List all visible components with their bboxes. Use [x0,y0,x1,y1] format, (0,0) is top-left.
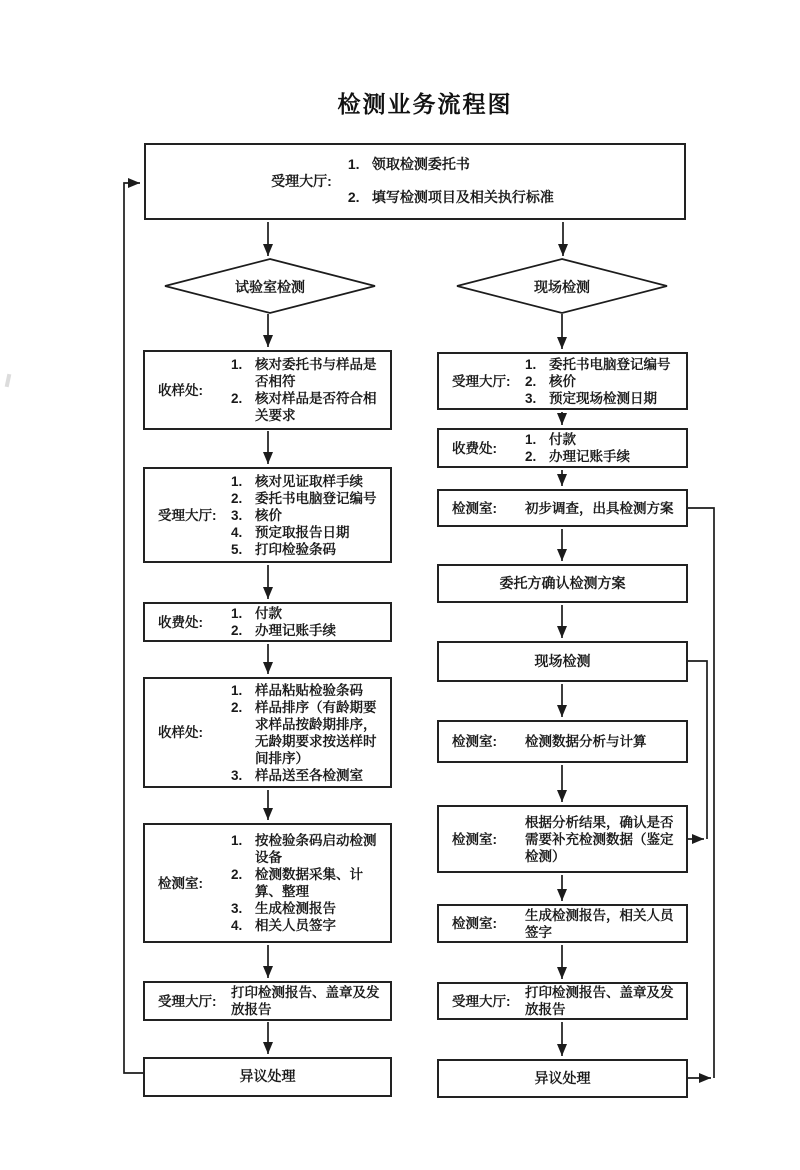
list-item-text: 样品送至各检测室 [255,767,363,783]
list-item-text: 核价 [255,507,282,523]
flow-box-sample-receive-2 [143,677,392,788]
list-item-text: 办理记账手续 [549,449,630,464]
list-item [231,866,385,900]
department-label: 收费处: [158,614,203,630]
flow-box-sample-receive-1 [143,350,392,430]
box-text: 异议处理 [239,1068,296,1085]
list-item-text: 预定现场检测日期 [549,390,657,406]
list-item-text: 付款 [549,432,576,447]
list-item-text: 付款 [255,606,282,621]
box-text: 根据分析结果，确认是否需要补充检测数据（鉴定检测） [525,814,674,864]
list-item [348,156,554,174]
list-item [348,189,554,207]
flow-box-reception-hall-right [437,352,688,410]
list-item-text: 填写检测项目及相关执行标准 [371,189,554,205]
flow-box-dispute-left [143,1057,392,1097]
box-text: 打印检测报告、盖章及发放报告 [231,985,380,1017]
list-item-text: 样品排序（有龄期要求样品按龄期排序，无龄期要求按送样时间排序） [255,699,377,766]
department-label: 收样处: [158,725,203,740]
box-text: 检测数据分析与计算 [525,734,647,749]
flow-box-supplement-decision [437,805,688,873]
list-item [231,473,385,490]
list-item [231,605,385,622]
list-item-text: 委托书电脑登记编号 [549,356,671,372]
flow-box-reception-top [144,143,686,220]
flow-box-fee-left [143,602,392,642]
list-item-text: 检测数据采集、计算、整理 [255,867,363,899]
list-item [231,900,385,917]
list-item [231,507,385,524]
list-item [231,490,385,507]
list-item-text: 样品粘贴检验条码 [255,682,363,698]
department-label: 检测室: [452,831,497,847]
page-title: 检测业务流程图 [337,91,513,117]
list-item-text: 相关人员签字 [255,918,336,933]
department-label: 受理大厅: [158,993,217,1009]
flow-box-dispute-right [437,1059,688,1098]
list-item [231,622,385,639]
box-text: 异议处理 [534,1069,591,1086]
box-text: 委托方确认检测方案 [499,574,626,591]
list-item [231,390,385,424]
list-item-text: 生成检测报告 [255,901,336,916]
department-label: 检测室: [452,734,497,749]
department-label: 受理大厅: [271,172,332,189]
flow-box-print-report-right [437,982,688,1020]
list-item-text: 按检验条码启动检测设备 [255,833,377,865]
list-item [231,699,385,767]
list-item [231,917,385,934]
department-label: 受理大厅: [452,993,511,1009]
list-item [231,356,385,390]
department-label: 收费处: [452,440,497,456]
list-item-text: 打印检验条码 [255,541,336,557]
branch-label-lab-test: 试验室检测 [235,279,305,295]
list-item-text: 领取检测委托书 [371,156,470,173]
flow-box-data-analysis [437,720,688,763]
list-item [231,832,385,866]
list-item [525,448,681,465]
department-label: 受理大厅: [452,373,511,389]
branch-label-onsite-test: 现场检测 [534,279,590,295]
department-label: 检测室: [452,916,497,931]
flow-box-initial-survey [437,489,688,527]
list-item-text: 办理记账手续 [255,623,336,638]
department-label: 检测室: [158,875,203,891]
flow-box-reception-hall-left [143,467,392,563]
flow-box-test-room-left [143,823,392,943]
list-item-text: 预定取报告日期 [255,524,350,540]
flow-box-print-report-left [143,981,392,1021]
list-item [525,373,681,390]
department-label: 受理大厅: [158,507,217,523]
list-item [525,431,681,448]
box-text: 打印检测报告、盖章及发放报告 [525,985,674,1017]
list-item-text: 委托书电脑登记编号 [255,490,377,506]
list-item-text: 核对见证取样手续 [255,473,363,489]
box-text: 现场检测 [534,652,591,669]
list-item [231,767,385,784]
box-text: 初步调查，出具检测方案 [525,500,674,516]
flow-box-client-confirm-plan [437,564,688,603]
connector-loop-left [124,183,143,1073]
flow-box-onsite-testing [437,641,688,682]
department-label: 收样处: [158,382,203,398]
list-item [525,356,681,373]
list-item-text: 核对委托书与样品是否相符 [255,357,377,389]
list-item [525,390,681,407]
connector-loop-outer-right [688,508,714,1078]
flow-box-generate-report-right [437,904,688,943]
list-item [231,524,385,541]
list-item [231,541,385,558]
list-item-text: 核对样品是否符合相关要求 [255,391,377,423]
connector-loop-inner-right [688,661,707,839]
box-text: 生成检测报告，相关人员签字 [525,907,674,940]
department-label: 检测室: [452,500,497,516]
list-item-text: 核价 [549,373,576,389]
flow-box-fee-right [437,428,688,468]
list-item [231,682,385,699]
